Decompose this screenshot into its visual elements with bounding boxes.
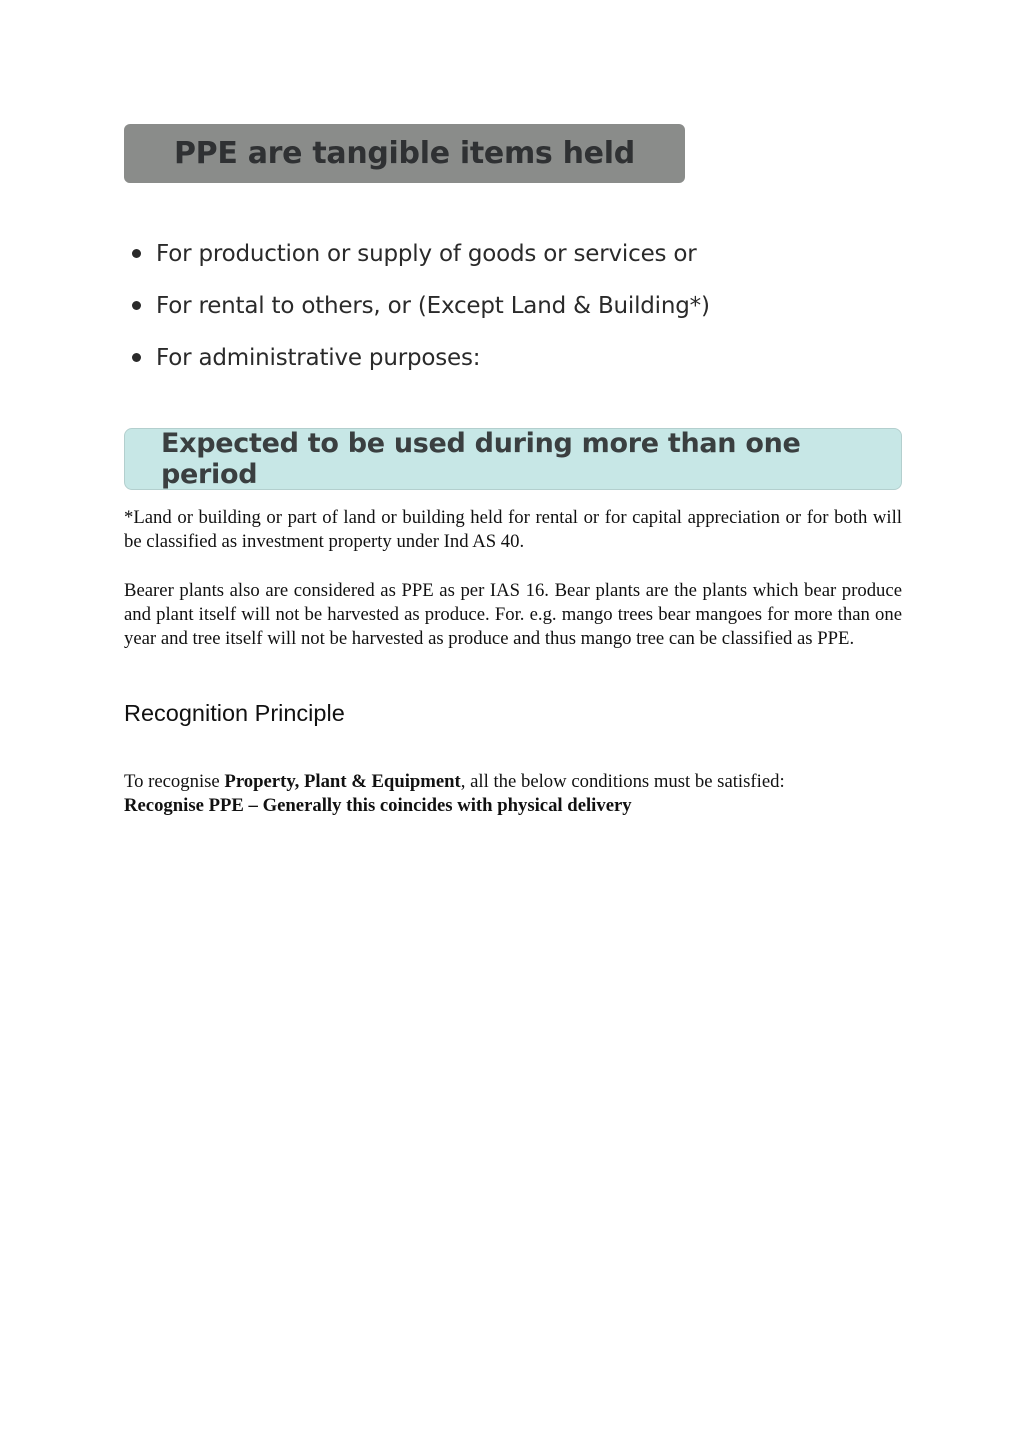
list-item-text: For administrative purposes: bbox=[156, 345, 481, 371]
ppe-purpose-list bbox=[132, 236, 710, 392]
ppe-header-banner: PPE are tangible items held bbox=[124, 124, 685, 183]
bearer-plants-paragraph: Bearer plants also are considered as PPE as per IAS 16. Bear plants are the plants which bear produce and plant itself will not be harvested as produce. For. e.g. mango trees bear mangoes for more than one year and tree itself will not be harvested as produce and thus mango tree can be classified as PPE. bbox=[124, 580, 902, 649]
list-item bbox=[132, 340, 710, 392]
ppe-period-banner: Expected to be used during more than one period bbox=[124, 428, 902, 490]
bullet-icon bbox=[132, 353, 141, 362]
recognition-bold-line: Recognise PPE – Generally this coincides with physical delivery bbox=[124, 795, 632, 816]
list-item bbox=[132, 236, 710, 288]
bullet-icon bbox=[132, 301, 141, 310]
recognition-intro-bold: Property, Plant & Equipment bbox=[224, 771, 461, 792]
bullet-icon bbox=[132, 249, 141, 258]
list-item-text: For production or supply of goods or services or bbox=[156, 241, 697, 267]
list-item bbox=[132, 288, 710, 340]
recognition-intro-prefix: To recognise bbox=[124, 771, 225, 792]
ppe-definition-figure bbox=[124, 124, 902, 490]
recognition-intro-suffix: , all the below conditions must be satisfied: bbox=[460, 771, 785, 792]
section-heading: Recognition Principle bbox=[124, 700, 345, 726]
list-item-text: For rental to others, or (Except Land & Building*) bbox=[156, 293, 710, 319]
investment-property-note: *Land or building or part of land or building held for rental or for capital appreciation or for both will be classified as investment property under Ind AS 40. bbox=[124, 507, 902, 552]
recognition-intro bbox=[124, 770, 902, 794]
